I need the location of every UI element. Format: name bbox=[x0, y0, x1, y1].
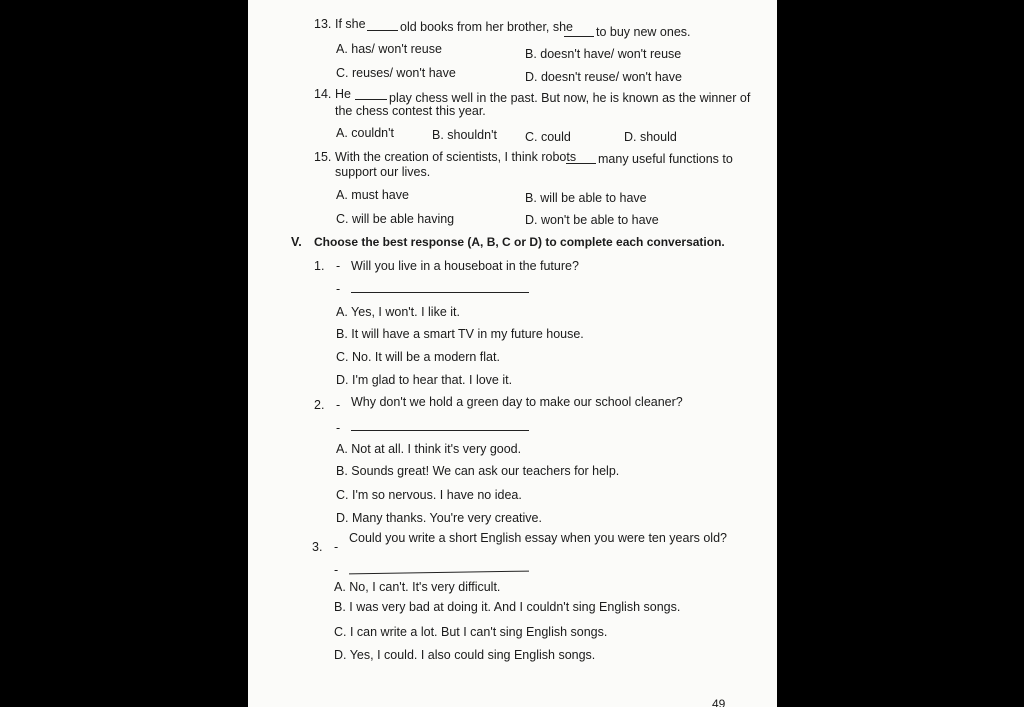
conv3-option-d: D. Yes, I could. I also could sing English songs. bbox=[334, 648, 596, 662]
q13-option-d: D. doesn't reuse/ won't have bbox=[525, 70, 682, 84]
conv1-option-d: D. I'm glad to hear that. I love it. bbox=[336, 373, 513, 387]
section-heading: Choose the best response (A, B, C or D) to complete each conversation. bbox=[314, 235, 725, 249]
q14-option-d: D. should bbox=[624, 130, 677, 144]
q15-option-b: B. will be able to have bbox=[525, 191, 647, 205]
q14-option-b: B. shouldn't bbox=[432, 128, 497, 142]
q13-blank-1 bbox=[367, 30, 398, 31]
section-numeral: V. bbox=[291, 235, 302, 249]
q15-text-part2: many useful functions to bbox=[598, 152, 733, 166]
page-number: 49 bbox=[712, 697, 726, 707]
conv1-option-b: B. It will have a smart TV in my future house. bbox=[336, 327, 584, 341]
q13-text-part3: to buy new ones. bbox=[596, 25, 691, 39]
conv2-question: Why don't we hold a green day to make our school cleaner? bbox=[351, 395, 683, 409]
conv3-number: 3. bbox=[312, 540, 323, 554]
conv1-answer-line bbox=[351, 292, 529, 293]
q15-blank bbox=[566, 163, 596, 164]
conv1-answer-dash: - bbox=[336, 282, 341, 296]
conv1-option-c: C. No. It will be a modern flat. bbox=[336, 350, 500, 364]
conv2-option-b: B. Sounds great! We can ask our teachers for help. bbox=[336, 464, 620, 478]
conv2-option-d: D. Many thanks. You're very creative. bbox=[336, 511, 542, 525]
worksheet-page bbox=[248, 0, 777, 707]
conv1-number: 1. bbox=[314, 259, 325, 273]
q13-blank-2 bbox=[564, 36, 594, 37]
q13-option-b: B. doesn't have/ won't reuse bbox=[525, 47, 682, 61]
q13-text-part1: If she bbox=[335, 17, 366, 31]
conv2-number: 2. bbox=[314, 398, 325, 412]
conv2-option-a: A. Not at all. I think it's very good. bbox=[336, 442, 522, 456]
q15-option-d: D. won't be able to have bbox=[525, 213, 659, 227]
q15-text-line2: support our lives. bbox=[335, 165, 431, 179]
q14-number: 14. bbox=[314, 87, 332, 101]
q14-blank bbox=[355, 99, 387, 100]
conv2-option-c: C. I'm so nervous. I have no idea. bbox=[336, 488, 522, 502]
conv3-answer-line bbox=[349, 571, 529, 575]
q14-option-a: A. couldn't bbox=[336, 126, 394, 140]
conv1-dash: - bbox=[336, 259, 341, 273]
conv3-dash: - bbox=[334, 540, 339, 554]
conv2-answer-line bbox=[351, 430, 529, 431]
conv2-answer-dash: - bbox=[336, 421, 341, 435]
q15-number: 15. bbox=[314, 150, 332, 164]
q13-option-c: C. reuses/ won't have bbox=[336, 66, 456, 80]
q13-option-a: A. has/ won't reuse bbox=[336, 42, 442, 56]
conv3-option-b: B. I was very bad at doing it. And I couldn't sing English songs. bbox=[334, 600, 681, 614]
q13-number: 13. bbox=[314, 17, 332, 31]
conv3-answer-dash: - bbox=[334, 563, 339, 577]
conv1-question: Will you live in a houseboat in the future? bbox=[351, 259, 579, 273]
q15-option-a: A. must have bbox=[336, 188, 409, 202]
q13-text-part2: old books from her brother, she bbox=[400, 20, 574, 34]
conv1-option-a: A. Yes, I won't. I like it. bbox=[336, 305, 460, 319]
q15-text-part1: With the creation of scientists, I think robots bbox=[335, 150, 577, 164]
q14-text-part2: play chess well in the past. But now, he is known as the winner of bbox=[389, 91, 751, 105]
q15-option-c: C. will be able having bbox=[336, 212, 455, 226]
conv3-option-c: C. I can write a lot. But I can't sing English songs. bbox=[334, 625, 608, 639]
conv2-dash: - bbox=[336, 398, 341, 412]
q14-option-c: C. could bbox=[525, 130, 571, 144]
q14-text-line2: the chess contest this year. bbox=[335, 104, 486, 118]
conv3-question: Could you write a short English essay when you were ten years old? bbox=[349, 531, 727, 545]
q14-text-part1: He bbox=[335, 87, 351, 101]
conv3-option-a: A. No, I can't. It's very difficult. bbox=[334, 580, 501, 594]
